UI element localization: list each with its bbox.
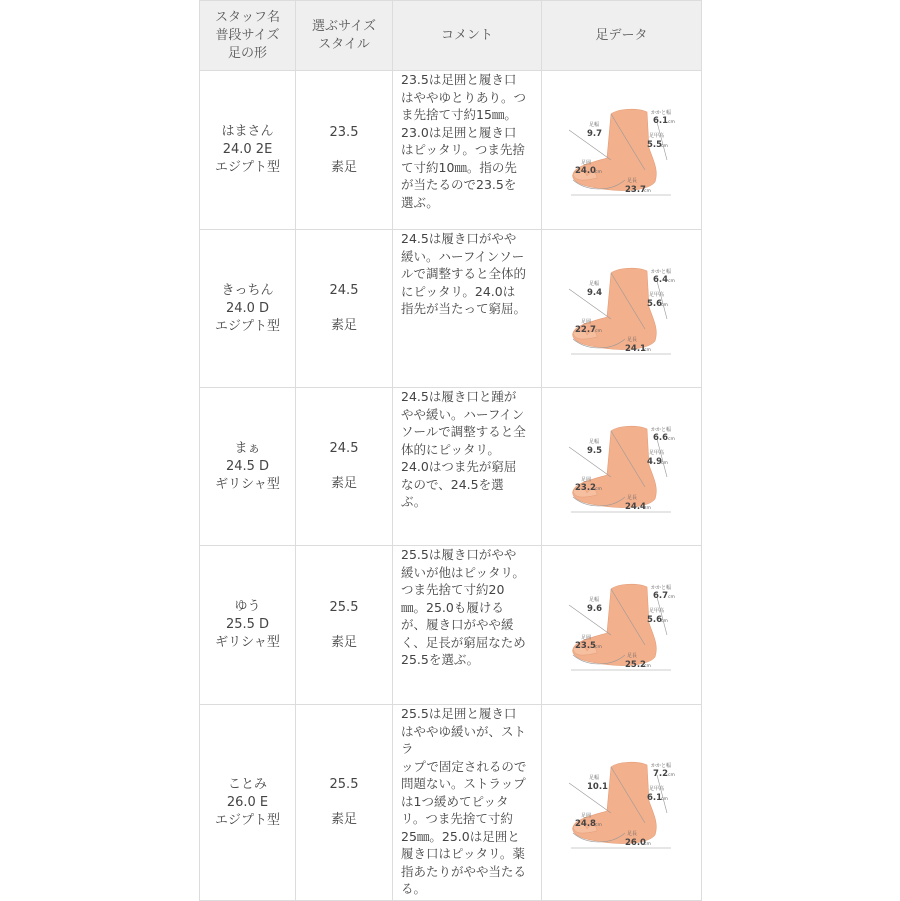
usual-size: 25.5 D bbox=[225, 617, 270, 632]
usual-size: 24.0 2E bbox=[222, 142, 273, 157]
ball-girth-label: 足囲 bbox=[580, 812, 591, 819]
style-label: 素足 bbox=[330, 634, 357, 650]
staff-cell bbox=[200, 546, 296, 705]
instep-value: 5.6 bbox=[646, 298, 662, 309]
foot-diagram bbox=[567, 417, 677, 517]
foot-length-value: 26.0 bbox=[624, 837, 646, 848]
heel-width-unit: cm bbox=[667, 120, 675, 125]
foot-length-unit: cm bbox=[643, 347, 651, 353]
instep-unit: cm bbox=[660, 619, 668, 624]
staff-name: ゆう bbox=[234, 599, 261, 614]
ball-girth-value: 24.0 bbox=[574, 166, 596, 176]
foot-diagram bbox=[567, 753, 677, 853]
foot-shape: ギリシャ型 bbox=[215, 476, 280, 492]
size-cell bbox=[296, 546, 393, 705]
heel-width-value: 6.6 bbox=[652, 432, 668, 443]
ball-girth-value: 23.2 bbox=[574, 482, 596, 493]
ball-girth-unit: cm bbox=[594, 822, 602, 828]
instep-label: 足甲高 bbox=[648, 133, 664, 139]
foot-data-cell bbox=[542, 705, 702, 901]
foot-length-value: 25.2 bbox=[624, 660, 646, 670]
size-cell bbox=[296, 705, 393, 901]
style-label: 素足 bbox=[330, 318, 357, 333]
comment-cell bbox=[393, 230, 542, 388]
usual-size: 24.0 D bbox=[225, 300, 270, 316]
table-header-row bbox=[200, 1, 702, 71]
comment-text: 23.5は足囲と履き口 はややゆとりあり。つ ま先捨て寸約15㎜。 23.0は足囲と履き口 はピッタリ。つま先捨 て寸約10㎜。指の先 が当たるので23.5を 選ぶ。 bbox=[401, 72, 527, 210]
comment-cell bbox=[393, 71, 542, 230]
header-foot-data: 足データ bbox=[542, 1, 702, 71]
usual-size: 24.5 D bbox=[225, 458, 270, 474]
foot-length-unit: cm bbox=[643, 841, 651, 847]
size-cell bbox=[296, 71, 393, 230]
staff-size-table bbox=[199, 0, 702, 901]
instep-unit: cm bbox=[660, 144, 668, 149]
foot-length-label: 足長 bbox=[626, 494, 637, 501]
heel-width-label: かかと幅 bbox=[650, 762, 671, 769]
ball-width-label: 足幅 bbox=[588, 438, 599, 445]
ball-width-label: 足幅 bbox=[588, 122, 599, 128]
chosen-size: 25.5 bbox=[329, 777, 359, 792]
foot-shape: エジプト型 bbox=[214, 318, 280, 334]
heel-width-label: かかと幅 bbox=[650, 268, 671, 275]
ball-width-value: 9.5 bbox=[586, 445, 602, 456]
ball-girth-label: 足囲 bbox=[580, 160, 591, 166]
instep-label: 足甲高 bbox=[648, 785, 664, 792]
foot-data-cell bbox=[542, 388, 702, 546]
size-cell bbox=[296, 230, 393, 388]
staff-row bbox=[200, 388, 702, 546]
instep-unit: cm bbox=[660, 460, 668, 466]
chosen-size: 24.5 bbox=[329, 283, 359, 298]
foot-length-value: 24.1 bbox=[624, 343, 646, 354]
staff-name: まぁ bbox=[234, 440, 261, 456]
ball-width-label: 足幅 bbox=[588, 280, 599, 287]
ball-width-value: 10.1 bbox=[586, 781, 608, 792]
foot-shape: ギリシャ型 bbox=[215, 635, 280, 650]
instep-unit: cm bbox=[660, 302, 668, 308]
staff-cell bbox=[200, 705, 296, 901]
heel-width-value: 7.2 bbox=[652, 768, 668, 779]
ball-girth-label: 足囲 bbox=[580, 476, 591, 483]
staff-name: ことみ bbox=[227, 776, 267, 792]
ball-width-value: 9.6 bbox=[586, 604, 602, 614]
comment-text: 24.5は履き口と踵が やや緩い。ハーフイン ソールで調整すると全 体的にピッタリ。 24.0はつま先が窮屈 なので、24.5を選 ぶ。 bbox=[401, 389, 526, 509]
staff-row bbox=[200, 705, 702, 901]
ball-girth-unit: cm bbox=[594, 645, 602, 650]
chosen-size: 24.5 bbox=[329, 441, 359, 456]
heel-width-unit: cm bbox=[667, 595, 675, 600]
heel-width-label: かかと幅 bbox=[650, 585, 671, 591]
foot-data-cell bbox=[542, 230, 702, 388]
foot-diagram bbox=[567, 100, 677, 200]
ball-girth-value: 24.8 bbox=[574, 818, 596, 829]
header-staff: スタッフ名 普段サイズ 足の形 bbox=[200, 1, 296, 71]
size-cell bbox=[296, 388, 393, 546]
comment-cell bbox=[393, 546, 542, 705]
comment-text: 24.5は履き口がやや 緩い。ハーフインソー ルで調整すると全体的 にピッタリ。24.0は 指先が当たって窮屈。 bbox=[401, 231, 527, 316]
instep-value: 5.5 bbox=[646, 140, 662, 150]
chosen-size: 25.5 bbox=[329, 599, 359, 615]
ball-girth-unit: cm bbox=[594, 486, 602, 492]
instep-label: 足甲高 bbox=[648, 449, 664, 456]
foot-length-label: 足長 bbox=[626, 336, 637, 343]
foot-shape: エジプト型 bbox=[214, 160, 280, 175]
ball-girth-label: 足囲 bbox=[580, 318, 591, 325]
style-label: 素足 bbox=[330, 476, 357, 491]
ball-girth-label: 足囲 bbox=[580, 635, 591, 641]
heel-width-unit: cm bbox=[667, 772, 675, 778]
heel-width-unit: cm bbox=[667, 278, 675, 284]
instep-label: 足甲高 bbox=[648, 291, 664, 298]
comment-cell bbox=[393, 388, 542, 546]
comment-text: 25.5は足囲と履き口 はややゆ緩いが、ストラ ップで固定されるので 問題ない。ストラップ は1つ緩めてピッタ リ。つま先捨て寸約 25㎜。25.0は足囲と 履き口はピッタリ。薬 指あたりがやや当たる る。 bbox=[401, 706, 527, 896]
ball-width-label: 足幅 bbox=[588, 597, 599, 603]
foot-length-value: 23.7 bbox=[624, 185, 646, 195]
heel-width-value: 6.1 bbox=[652, 116, 668, 126]
style-label: 素足 bbox=[330, 812, 357, 827]
heel-width-unit: cm bbox=[667, 436, 675, 442]
foot-length-label: 足長 bbox=[626, 178, 637, 184]
foot-length-label: 足長 bbox=[626, 653, 637, 659]
foot-data-cell bbox=[542, 71, 702, 230]
comment-text: 25.5は履き口がやや 緩いが他はピッタリ。 つま先捨て寸約20 ㎜。25.0も履ける が、履き口がやや緩 く、足長が窮屈なため 25.5を選ぶ。 bbox=[401, 547, 526, 667]
ball-width-value: 9.7 bbox=[586, 129, 602, 139]
foot-length-unit: cm bbox=[643, 505, 651, 511]
heel-width-value: 6.4 bbox=[652, 274, 668, 285]
foot-data-cell bbox=[542, 546, 702, 705]
foot-length-unit: cm bbox=[643, 664, 651, 669]
ball-girth-unit: cm bbox=[594, 328, 602, 334]
header-comment: コメント bbox=[393, 1, 542, 71]
header-size: 選ぶサイズ スタイル bbox=[296, 1, 393, 71]
staff-cell bbox=[200, 71, 296, 230]
instep-value: 4.9 bbox=[646, 456, 662, 467]
usual-size: 26.0 E bbox=[226, 794, 269, 810]
foot-diagram bbox=[567, 575, 677, 675]
staff-cell bbox=[200, 388, 296, 546]
staff-row bbox=[200, 230, 702, 388]
instep-value: 5.6 bbox=[646, 615, 662, 625]
foot-diagram bbox=[567, 259, 677, 359]
foot-length-label: 足長 bbox=[626, 830, 637, 837]
ball-girth-value: 22.7 bbox=[574, 324, 596, 335]
instep-label: 足甲高 bbox=[648, 608, 664, 614]
foot-shape: エジプト型 bbox=[214, 812, 280, 828]
heel-width-label: かかと幅 bbox=[650, 426, 671, 433]
heel-width-label: かかと幅 bbox=[650, 110, 671, 116]
instep-value: 6.1 bbox=[646, 792, 662, 803]
ball-girth-unit: cm bbox=[594, 170, 602, 175]
foot-length-unit: cm bbox=[643, 189, 651, 194]
staff-row bbox=[200, 71, 702, 230]
instep-unit: cm bbox=[660, 796, 668, 802]
comment-cell bbox=[393, 705, 542, 901]
ball-width-label: 足幅 bbox=[588, 774, 599, 781]
ball-girth-value: 23.5 bbox=[574, 641, 596, 651]
style-label: 素足 bbox=[330, 159, 357, 175]
staff-name: はまさん bbox=[221, 124, 274, 139]
ball-width-value: 9.4 bbox=[586, 287, 602, 298]
staff-cell bbox=[200, 230, 296, 388]
chosen-size: 23.5 bbox=[329, 124, 359, 140]
heel-width-value: 6.7 bbox=[652, 591, 668, 601]
staff-row bbox=[200, 546, 702, 705]
foot-length-value: 24.4 bbox=[624, 501, 646, 512]
staff-name: きっちん bbox=[221, 282, 274, 298]
